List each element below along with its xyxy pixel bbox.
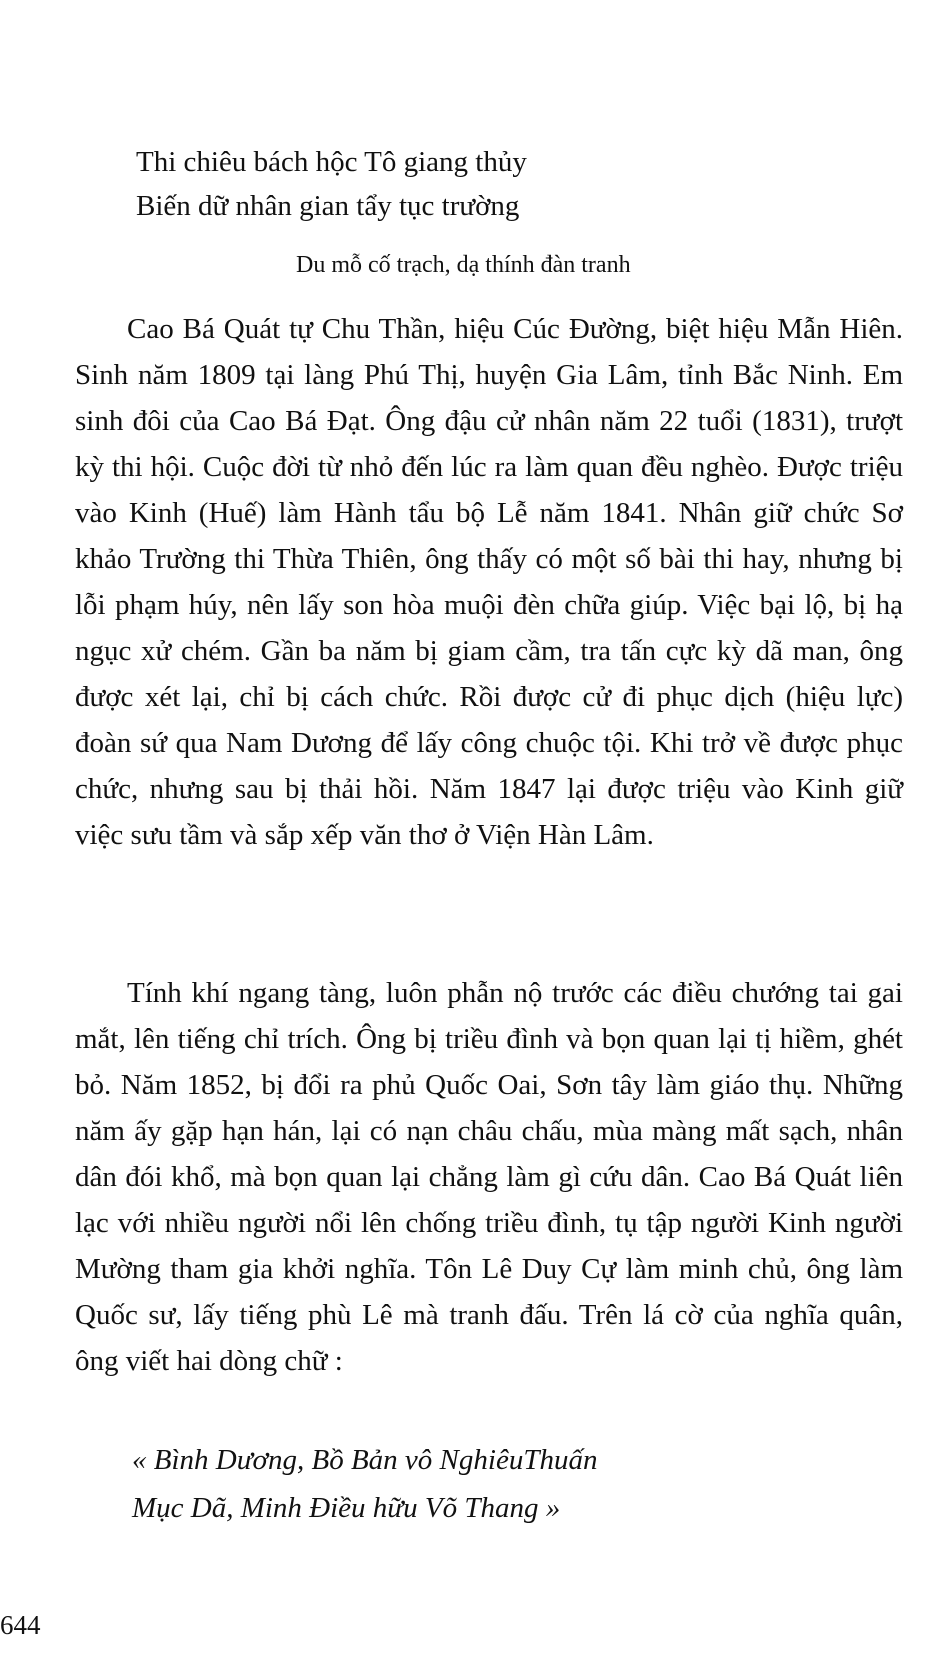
verse-line: Thi chiêu bách hộc Tô giang thủy <box>136 146 527 178</box>
paragraph-uprising: Tính khí ngang tàng, luôn phẫn nộ trước các điều chướng tai gai mắt, lên tiếng chỉ trích. Ông bị triều đình và bọn quan lại tị hiềm, ghét bỏ. Năm 1852, bị đổi ra phủ Quốc Oai, Sơn tây làm giáo thụ. Những năm ấy gặp hạn hán, lại có nạn châu chấu, mùa màng mất sạch, nhân dân đói khổ, mà bọn quan lại chẳng làm gì cứu dân. Cao Bá Quát liên lạc với nhiều người nổi lên chống triều đình, tụ tập người Kinh người Mường tham gia khởi nghĩa. Tôn Lê Duy Cự làm minh chủ, ông làm Quốc sư, lấy tiếng phù Lê mà tranh đấu. Trên lá cờ của nghĩa quân, ông viết hai dòng chữ : <box>75 977 903 1377</box>
quote-line: Mục Dã, Minh Điều hữu Võ Thang » <box>132 1492 561 1524</box>
verse-block <box>136 140 527 228</box>
verse-line: Biến dữ nhân gian tẩy tục trường <box>136 190 520 222</box>
quote-line: « Bình Dương, Bồ Bản vô NghiêuThuấn <box>132 1444 598 1476</box>
flag-inscription-quote <box>132 1436 597 1532</box>
page-number: 644 <box>0 1610 41 1640</box>
paragraph-biography: Cao Bá Quát tự Chu Thần, hiệu Cúc Đường, biệt hiệu Mẫn Hiên. Sinh năm 1809 tại làng Phú Thị, huyện Gia Lâm, tỉnh Bắc Ninh. Em sinh đôi của Cao Bá Đạt. Ông đậu cử nhân năm 22 tuổi (1831), trượt kỳ thi hội. Cuộc đời từ nhỏ đến lúc ra làm quan đều nghèo. Được triệu vào Kinh (Huế) làm Hành tẩu bộ Lễ năm 1841. Nhân giữ chức Sơ khảo Trường thi Thừa Thiên, ông thấy có một số bài thi hay, nhưng bị lỗi phạm húy, nên lấy son hòa muội đèn chữa giúp. Việc bại lộ, bị hạ ngục xử chém. Gần ba năm bị giam cầm, tra tấn cực kỳ dã man, ông được xét lại, chỉ bị cách chức. Rồi được cử đi phục dịch (hiệu lực) đoàn sứ qua Nam Dương để lấy công chuộc tội. Khi trở về được phục chức, nhưng sau bị thải hồi. Năm 1847 lại được triệu vào Kinh giữ việc sưu tầm và sắp xếp văn thơ ở Viện Hàn Lâm. <box>75 313 903 851</box>
verse-caption: Du mỗ cố trạch, dạ thính đàn tranh <box>296 252 631 278</box>
